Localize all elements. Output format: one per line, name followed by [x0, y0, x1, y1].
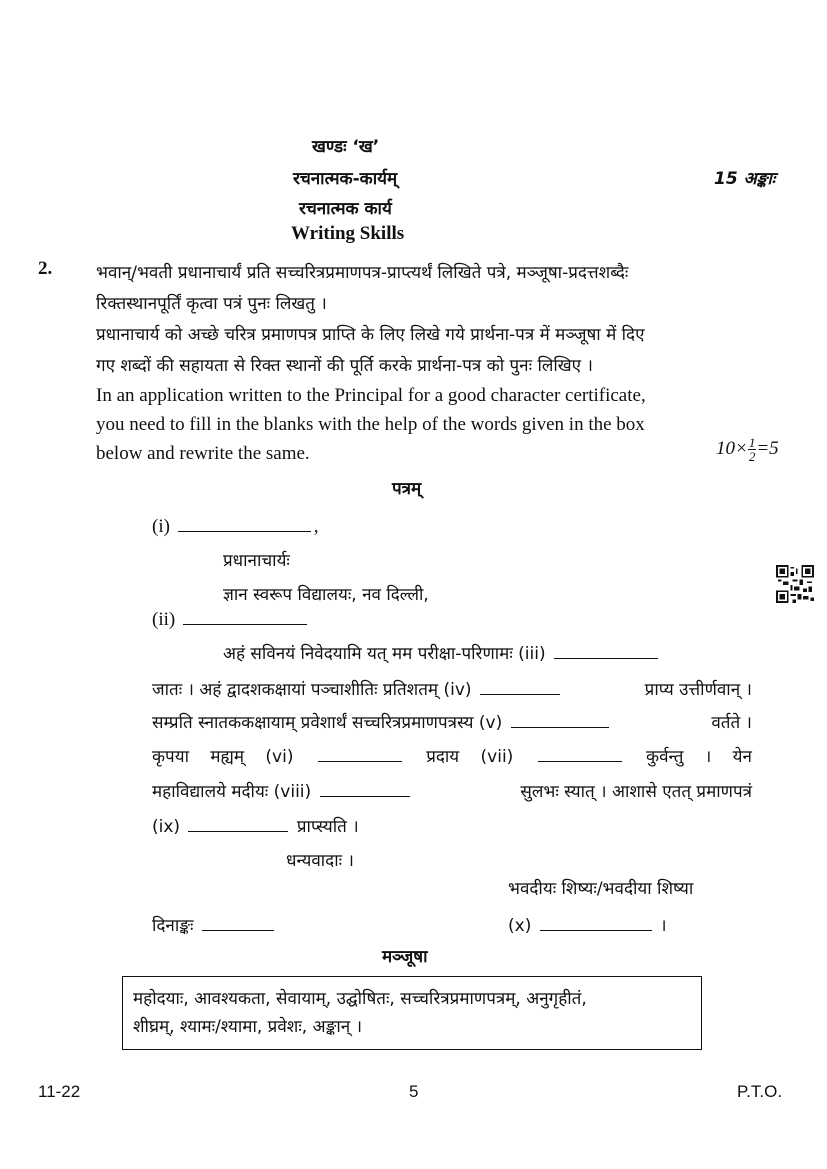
letter-body-row-6 — [152, 814, 359, 837]
manjusha-heading: मञ्जूषा — [382, 947, 428, 967]
letter-signature — [508, 913, 667, 936]
letter-date — [152, 913, 277, 936]
page-number: 5 — [409, 1082, 419, 1101]
marks-fraction-denominator: 2 — [748, 449, 756, 464]
body-text: कुर्वन्तु — [646, 747, 684, 767]
english-heading: Writing Skills — [291, 223, 405, 244]
blank-x[interactable] — [540, 916, 652, 931]
letter-body-row-4 — [152, 744, 752, 767]
body-text: कृपया — [152, 747, 189, 767]
blank-ii[interactable] — [183, 610, 307, 625]
pto-label: P.T.O. — [737, 1082, 783, 1101]
body-text: जातः । अहं द्वादशकक्षायां पञ्चाशीतिः प्रतिशतम् (iv) — [152, 677, 563, 700]
blank-label-i: (i) — [152, 516, 170, 537]
letter-address: ज्ञान स्वरूप विद्यालयः, नव दिल्ली, — [223, 585, 429, 605]
letter-body-row-2 — [152, 677, 752, 700]
letter-recipient: प्रधानाचार्यः — [223, 551, 290, 571]
marks-formula-left: 10× — [716, 437, 748, 459]
danda: । — [660, 916, 667, 936]
blank-iv[interactable] — [480, 680, 560, 695]
letter-line-i — [152, 516, 318, 538]
letter-closing: भवदीयः शिष्यः/भवदीया शिष्या — [508, 879, 694, 899]
body-text: प्रदाय — [426, 747, 460, 767]
hindi-instruction-line-2: गए शब्दों की सहायता से रिक्त स्थानों की पूर्ति करके प्रार्थना-पत्र को पुनः लिखिए । — [96, 356, 593, 376]
blank-ix[interactable] — [188, 817, 288, 832]
marks-formula-right: =5 — [756, 437, 779, 459]
blank-viii[interactable] — [320, 782, 410, 797]
body-text: येन — [732, 747, 752, 767]
danda: । — [704, 747, 712, 767]
letter-heading: पत्रम् — [392, 479, 422, 499]
sanskrit-heading: रचनात्मक-कार्यम् — [293, 169, 398, 189]
body-text: सम्प्रति स्नातककक्षायाम् प्रवेशार्थं सच्चरित्रप्रमाणपत्रस्य (v) — [152, 710, 612, 733]
body-text: सुलभः स्यात् । आशासे एतत् प्रमाणपत्रं — [520, 782, 752, 802]
blank-iii[interactable] — [554, 644, 658, 659]
letter-line-ii — [152, 609, 310, 631]
english-instruction-line-2: you need to fill in the blanks with the help of the words given in the box — [96, 414, 645, 435]
blank-label-ii: (ii) — [152, 609, 176, 630]
manjusha-words-line-1: महोदयाः, आवश्यकता, सेवायाम्, उद्घोषितः, सच्चरित्रप्रमाणपत्रम्, अनुगृहीतं, — [133, 989, 587, 1009]
body-text: महाविद्यालये मदीयः (viii) — [152, 779, 413, 802]
blank-v[interactable] — [511, 713, 609, 728]
hindi-instruction-line-1: प्रधानाचार्य को अच्छे चरित्र प्रमाणपत्र प्राप्ति के लिए लिखे गये प्रार्थना-पत्र में मञ्जूषा में दिए — [96, 325, 645, 345]
blank-i[interactable] — [178, 517, 311, 532]
body-text: प्राप्य उत्तीर्णवान् । — [644, 680, 752, 700]
english-instruction-line-3: below and rewrite the same. — [96, 443, 310, 464]
paper-code: 11-22 — [38, 1082, 81, 1101]
section-title: खण्डः ‘ख’ — [312, 137, 380, 157]
marks-fraction-numerator: 1 — [748, 435, 756, 450]
body-text: वर्तते । — [711, 713, 752, 733]
section-marks: 15 अङ्काः — [714, 169, 776, 189]
letter-body-row-5 — [152, 779, 752, 802]
blank-label-ix: (ix) — [152, 817, 181, 837]
date-label: दिनाङ्कः — [152, 916, 194, 936]
body-text: अहं सविनयं निवेदयामि यत् मम परीक्षा-परिणामः (iii) — [223, 644, 546, 664]
body-text: मह्यम् — [210, 747, 245, 767]
letter-body-row-1 — [223, 641, 661, 664]
comma: , — [313, 516, 319, 537]
blank-label-vi: (vi) — [265, 747, 294, 767]
blank-date[interactable] — [202, 916, 274, 931]
blank-label-x: (x) — [508, 916, 532, 936]
sanskrit-instruction-line-2: रिक्तस्थानपूर्तिं कृत्वा पत्रं पुनः लिखतु । — [96, 294, 327, 314]
manjusha-words-line-2: शीघ्रम्, श्यामः/श्यामा, प्रवेशः, अङ्कान् । — [133, 1017, 363, 1037]
hindi-heading: रचनात्मक कार्य — [299, 199, 392, 219]
sanskrit-instruction-line-1: भवान्/भवती प्रधानाचार्यं प्रति सच्चरित्रप्रमाणपत्र-प्राप्त्यर्थं लिखिते पत्रे, मञ्जूषा-प्रदत्तशब्दैः — [96, 263, 629, 283]
qr-code-icon — [776, 565, 814, 603]
marks-formula — [716, 436, 779, 463]
letter-thanks: धन्यवादाः । — [286, 851, 354, 871]
blank-label-vii: (vii) — [480, 747, 514, 767]
blank-vii[interactable] — [538, 747, 622, 762]
body-text: प्राप्स्यति । — [296, 817, 359, 837]
question-number: 2. — [38, 258, 53, 279]
letter-body-row-3 — [152, 710, 752, 733]
manjusha-box — [122, 976, 702, 1050]
blank-vi[interactable] — [318, 747, 402, 762]
english-instruction-line-1: In an application written to the Principal for a good character certificate, — [96, 385, 646, 406]
